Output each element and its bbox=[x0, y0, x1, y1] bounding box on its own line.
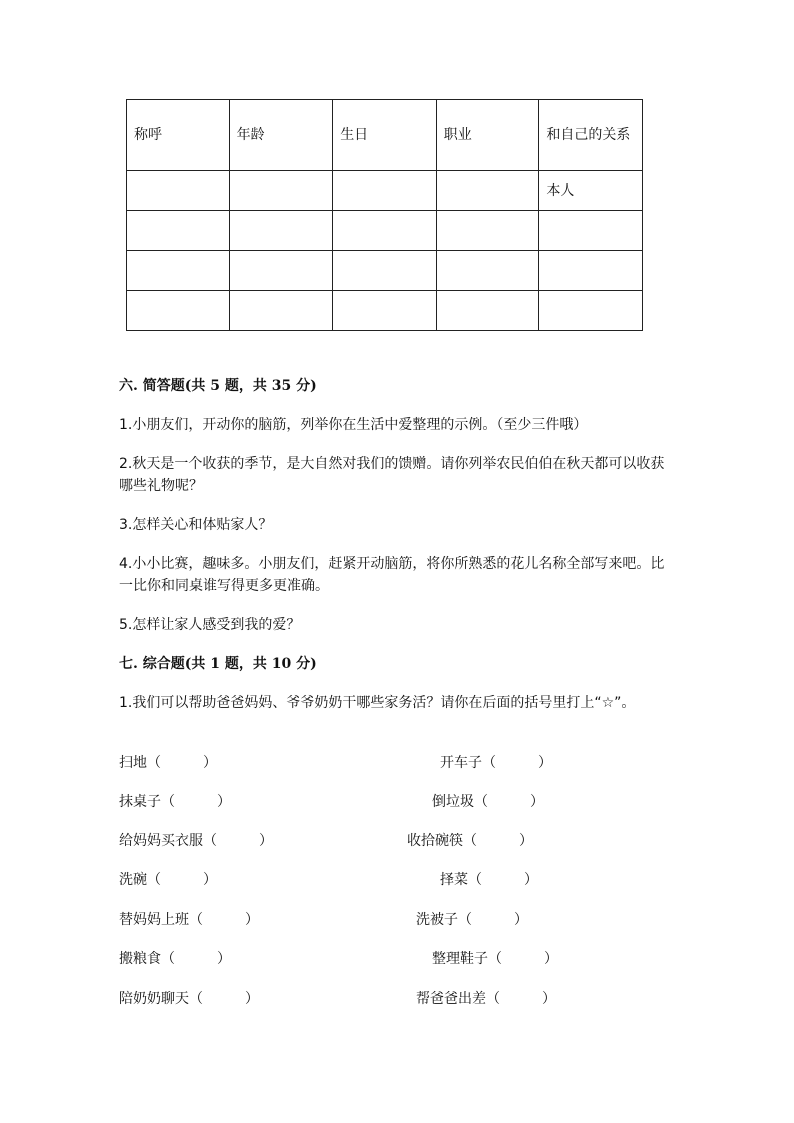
chore-item: 抹桌子（ ） bbox=[119, 794, 231, 810]
table-header-row bbox=[127, 100, 643, 171]
table-cell[interactable] bbox=[333, 211, 437, 251]
table-cell[interactable] bbox=[229, 291, 333, 331]
table-cell[interactable] bbox=[436, 211, 539, 251]
chore-item: 替妈妈上班（ ） bbox=[119, 912, 259, 928]
header-cell-age: 年龄 bbox=[229, 100, 333, 171]
chore-item: 洗被子（ ） bbox=[416, 912, 528, 928]
table-cell[interactable] bbox=[436, 171, 539, 211]
table-row bbox=[127, 291, 643, 331]
family-info-table bbox=[126, 99, 643, 331]
section-6-question-3: 3.怎样关心和体贴家人？ bbox=[119, 517, 273, 533]
header-cell-birthday: 生日 bbox=[333, 100, 437, 171]
section-6-question-1: 1.小朋友们，开动你的脑筋，列举你在生活中爱整理的示例。（至少三件哦） bbox=[119, 417, 588, 433]
table-cell[interactable] bbox=[333, 171, 437, 211]
chore-item: 开车子（ ） bbox=[440, 755, 552, 771]
table-cell[interactable] bbox=[333, 251, 437, 291]
header-cell-occupation: 职业 bbox=[436, 100, 539, 171]
section-7-title: 七. 综合题(共 1 题，共 10 分) bbox=[119, 656, 317, 672]
table-cell[interactable] bbox=[229, 251, 333, 291]
table-cell[interactable] bbox=[539, 211, 643, 251]
table-cell[interactable] bbox=[436, 291, 539, 331]
section-7-question-1: 1.我们可以帮助爸爸妈妈、爷爷奶奶干哪些家务活？请你在后面的括号里打上“☆”。 bbox=[119, 695, 636, 711]
table-cell[interactable] bbox=[539, 251, 643, 291]
chore-item: 洗碗（ ） bbox=[119, 872, 217, 888]
table-row bbox=[127, 211, 643, 251]
section-6-question-4: 4.小小比赛，趣味多。小朋友们，赶紧开动脑筋，将你所熟悉的花儿名称全部写来吧。比一比你和同桌谁写得更多更准确。 bbox=[119, 556, 665, 594]
section-6-question-2: 2.秋天是一个收获的季节，是大自然对我们的馈赠。请你列举农民伯伯在秋天都可以收获哪些礼物呢？ bbox=[119, 456, 665, 494]
chore-item: 陪奶奶聊天（ ） bbox=[119, 991, 259, 1007]
table-cell[interactable] bbox=[127, 291, 230, 331]
chore-item: 整理鞋子（ ） bbox=[432, 951, 558, 967]
chore-item: 搬粮食（ ） bbox=[119, 951, 231, 967]
chore-item: 帮爸爸出差（ ） bbox=[416, 991, 556, 1007]
chore-item: 收拾碗筷（ ） bbox=[407, 833, 533, 849]
table-cell[interactable] bbox=[127, 211, 230, 251]
table-cell[interactable] bbox=[127, 171, 230, 211]
chore-item: 给妈妈买衣服（ ） bbox=[119, 833, 273, 849]
table-row bbox=[127, 171, 643, 211]
table-cell[interactable] bbox=[333, 291, 437, 331]
table-cell: 本人 bbox=[539, 171, 643, 211]
header-cell-title: 称呼 bbox=[127, 100, 230, 171]
chore-item: 倒垃圾（ ） bbox=[432, 794, 544, 810]
table-row bbox=[127, 251, 643, 291]
chore-item: 择菜（ ） bbox=[440, 872, 538, 888]
table-cell[interactable] bbox=[539, 291, 643, 331]
header-cell-relationship: 和自己的关系 bbox=[539, 100, 643, 171]
section-6-title: 六. 简答题(共 5 题，共 35 分) bbox=[119, 378, 317, 394]
section-6-question-5: 5.怎样让家人感受到我的爱？ bbox=[119, 617, 301, 633]
chore-item: 扫地（ ） bbox=[119, 755, 217, 771]
table-cell[interactable] bbox=[436, 251, 539, 291]
table-cell[interactable] bbox=[127, 251, 230, 291]
table-cell[interactable] bbox=[229, 211, 333, 251]
table-cell[interactable] bbox=[229, 171, 333, 211]
